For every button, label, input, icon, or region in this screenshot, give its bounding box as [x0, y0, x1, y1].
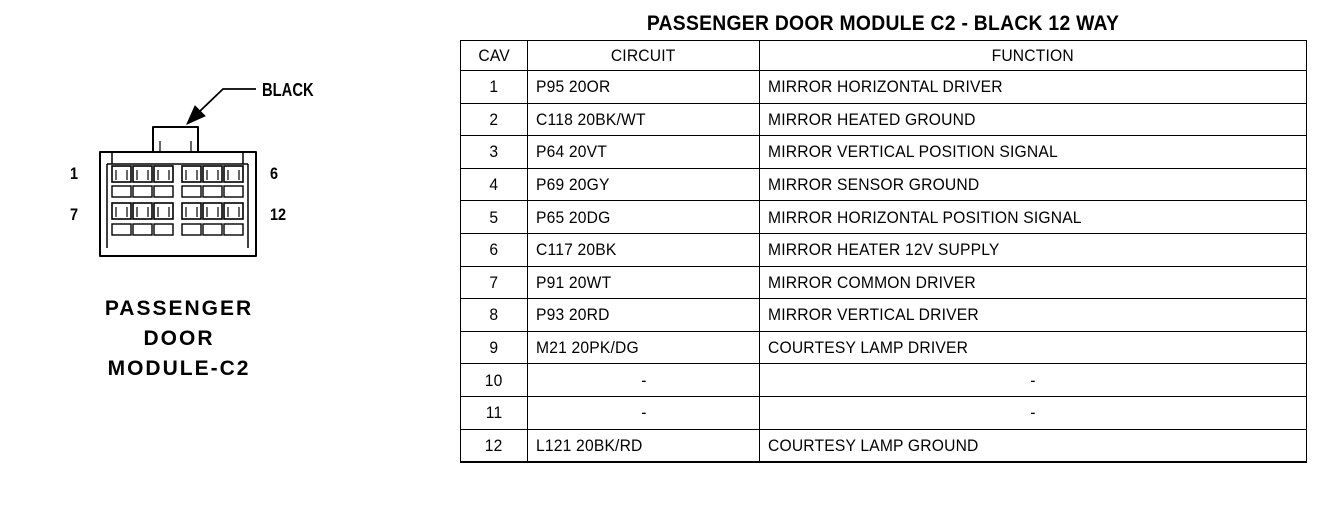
table-title: PASSENGER DOOR MODULE C2 - BLACK 12 WAY	[646, 12, 1120, 35]
connector-name-line-3: MODULE-C2	[107, 357, 251, 380]
circuit-cell: P95 20OR	[528, 71, 760, 104]
function-cell: COURTESY LAMP GROUND	[760, 429, 1307, 462]
function-cell: MIRROR HORIZONTAL POSITION SIGNAL	[760, 201, 1307, 234]
pin-label-top-right: 6	[270, 164, 279, 183]
connector-name-line-2: DOOR	[143, 327, 215, 350]
table-header-row	[461, 41, 1307, 71]
table-row	[461, 429, 1307, 462]
header-circuit: CIRCUIT	[528, 41, 760, 71]
pin-cavity-3	[154, 166, 173, 182]
function-cell: MIRROR SENSOR GROUND	[760, 168, 1307, 201]
table-row	[461, 71, 1307, 104]
cav-cell: 5	[461, 201, 528, 234]
cav-cell: 1	[461, 71, 528, 104]
pin-cavity-1	[112, 166, 131, 182]
cav-cell: 3	[461, 136, 528, 169]
pinout-table	[460, 40, 1307, 463]
circuit-cell: P65 20DG	[528, 201, 760, 234]
table-row	[461, 168, 1307, 201]
cav-cell: 10	[461, 364, 528, 397]
table-row	[461, 103, 1307, 136]
function-cell: -	[760, 396, 1307, 429]
pin-cavity-7	[112, 203, 131, 219]
pin-cavity-6	[224, 166, 243, 182]
function-cell: MIRROR VERTICAL POSITION SIGNAL	[760, 136, 1307, 169]
circuit-cell: M21 20PK/DG	[528, 331, 760, 364]
table-row	[461, 266, 1307, 299]
connector-name	[80, 294, 278, 384]
pin-cavity-9	[154, 203, 173, 219]
pin-cavity-8	[133, 203, 152, 219]
pin-cavity-4	[182, 166, 201, 182]
cav-cell: 11	[461, 396, 528, 429]
cav-cell: 9	[461, 331, 528, 364]
function-cell: MIRROR COMMON DRIVER	[760, 266, 1307, 299]
pin-label-top-left: 1	[70, 164, 79, 183]
color-leader-arrow	[187, 89, 256, 124]
table-row	[461, 299, 1307, 332]
circuit-cell: C118 20BK/WT	[528, 103, 760, 136]
function-cell: MIRROR VERTICAL DRIVER	[760, 299, 1307, 332]
circuit-cell: P91 20WT	[528, 266, 760, 299]
pin-cavity-5	[203, 166, 222, 182]
table-row	[461, 364, 1307, 397]
header-cav: CAV	[461, 41, 528, 71]
header-function: FUNCTION	[760, 41, 1307, 71]
circuit-cell: P69 20GY	[528, 168, 760, 201]
table-row	[461, 396, 1307, 429]
cav-cell: 2	[461, 103, 528, 136]
function-cell: -	[760, 364, 1307, 397]
connector-name-line-1: PASSENGER	[104, 297, 254, 320]
table-row	[461, 233, 1307, 266]
pin-label-bottom-right: 12	[270, 205, 287, 224]
circuit-cell: P64 20VT	[528, 136, 760, 169]
table-row	[461, 201, 1307, 234]
cav-cell: 12	[461, 429, 528, 462]
circuit-cell: -	[528, 364, 760, 397]
pin-cavity-11	[203, 203, 222, 219]
pin-label-bottom-left: 7	[70, 205, 79, 224]
cav-cell: 4	[461, 168, 528, 201]
table-row	[461, 331, 1307, 364]
circuit-cell: -	[528, 396, 760, 429]
cav-cell: 6	[461, 233, 528, 266]
cav-cell: 8	[461, 299, 528, 332]
function-cell: MIRROR HORIZONTAL DRIVER	[760, 71, 1307, 104]
circuit-cell: P93 20RD	[528, 299, 760, 332]
circuit-cell: L121 20BK/RD	[528, 429, 760, 462]
function-cell: MIRROR HEATED GROUND	[760, 103, 1307, 136]
circuit-cell: C117 20BK	[528, 233, 760, 266]
pin-cavity-2	[133, 166, 152, 182]
table-row	[461, 136, 1307, 169]
cav-cell: 7	[461, 266, 528, 299]
function-cell: COURTESY LAMP DRIVER	[760, 331, 1307, 364]
pin-cavity-10	[182, 203, 201, 219]
connector-color-label: BLACK	[262, 80, 314, 100]
pin-cavity-12	[224, 203, 243, 219]
function-cell: MIRROR HEATER 12V SUPPLY	[760, 233, 1307, 266]
